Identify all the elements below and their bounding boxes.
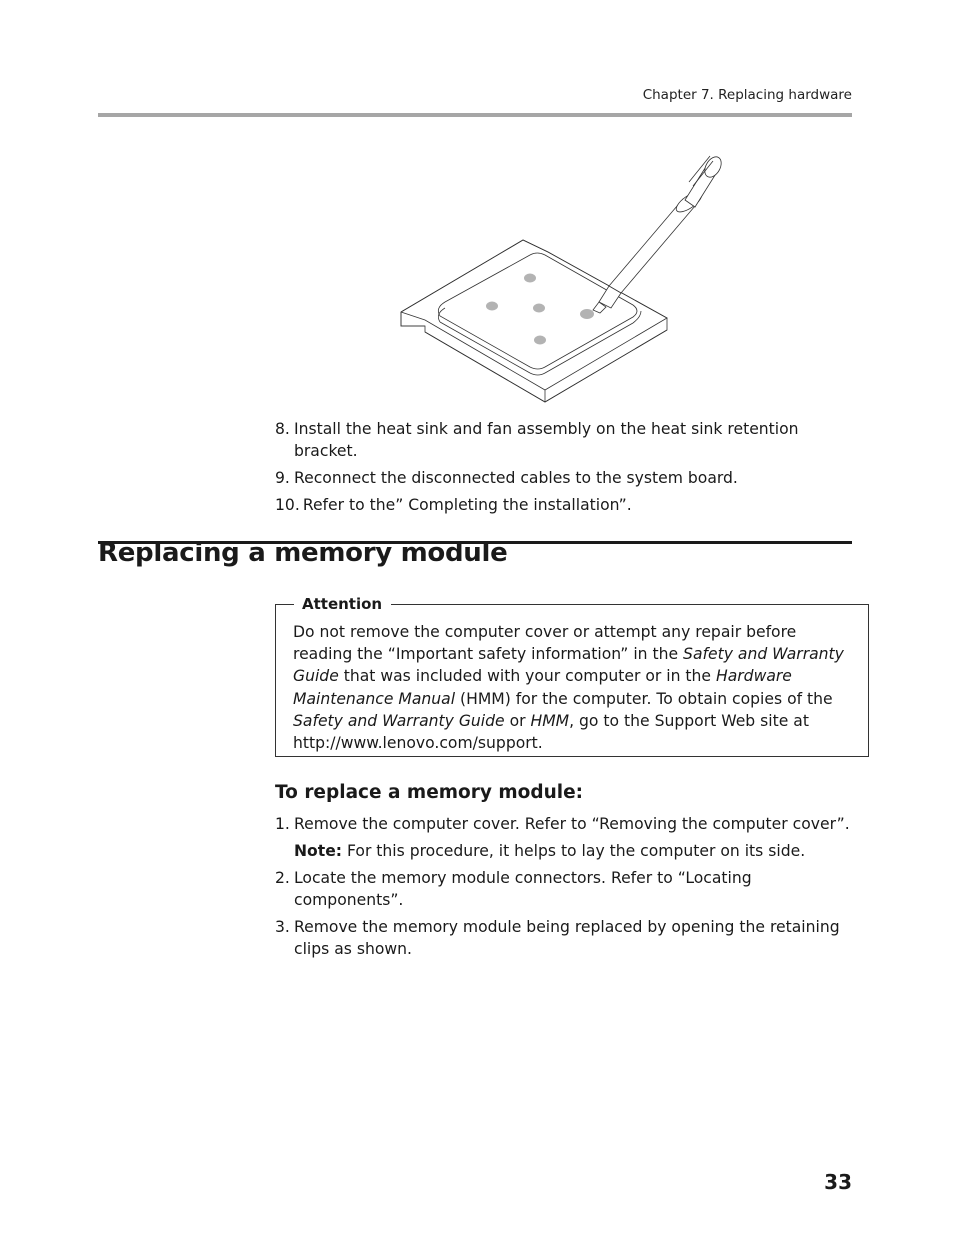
attention-box [275,595,869,757]
note-text: For this procedure, it helps to lay the computer on its side. [342,842,806,860]
attention-text: Do not remove the computer cover or attempt any repair before reading the “Important safety information” in the Safety and Warranty Guide that was included with your computer or in the Hardware Maintenance Manual (HMM) for the computer. To obtain copies of the Safety and Warranty Guide or HMM, go to the Support Web site at http://www.lenovo.com/support. [293,623,844,753]
thermal-grease-illustration [395,152,735,407]
page-number: 33 [824,1170,852,1194]
step-item [275,813,850,835]
step-item [275,867,764,911]
note-label: Note: [294,842,343,860]
section-title: Replacing a memory module [98,538,508,568]
step-item [275,494,835,516]
step-number: 2. [275,869,290,887]
running-head: Chapter 7. Replacing hardware [642,87,852,103]
step-number: 9. [275,469,290,487]
step-text: Remove the memory module being replaced by opening the retaining clips as shown. [294,918,840,958]
header-rule [98,113,852,117]
attention-label: Attention [294,593,391,615]
step-number: 3. [275,918,290,936]
step-number: 8. [275,420,290,438]
steps-list-continued [275,418,835,521]
step-text: Locate the memory module connectors. Refer to “Locating components”. [294,869,752,909]
step-item [275,467,835,489]
step-item [275,916,850,960]
step-number: 1. [275,815,290,833]
step-text: Remove the computer cover. Refer to “Removing the computer cover”. [294,815,850,833]
step-item [275,418,835,462]
procedure-steps [275,813,850,965]
step-text: Refer to the” Completing the installation”. [302,496,632,514]
note [275,840,850,862]
step-number: 10. [275,496,300,514]
procedure-title: To replace a memory module: [275,782,584,803]
step-text: Install the heat sink and fan assembly on the heat sink retention bracket. [294,420,799,460]
step-text: Reconnect the disconnected cables to the system board. [294,469,738,487]
